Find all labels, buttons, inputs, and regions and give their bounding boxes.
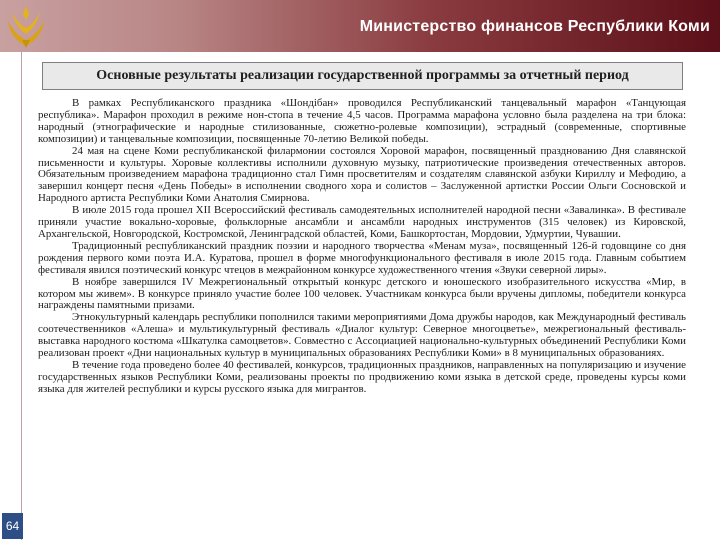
paragraph: 24 мая на сцене Коми республиканской филармонии состоялся Хоровой марафон, посвященный празднованию Дня славянской письменности и культуры. Хоровые коллективы исполнили духовную музыку, патриотические произведения отечественных авторов. Обязательным произведением марафона традиционно стал Гимн просветителям и создателям славянской азбуки Кириллу и Мефодию, а завершил концерт песня «День Победы» в исполнении сводного хора и солистов – Заслуженной артистки России Ольги Сосновской и Народного артиста Республики Коми Анатолия Смирнова. bbox=[38, 144, 686, 205]
komi-emblem-icon bbox=[4, 2, 48, 50]
paragraph: В рамках Республиканского праздника «Шондiбан» проводился Республиканский танцевальный марафон «Танцующая республика». Марафон проходил в режиме нон-стопа в течение 4,5 часов. Программа марафона условно была разделена на три блока: народный (этнографические и народные стилизованные, сюжетно-ролевые композиции), эстрадный (современные, спортивные композиции) и танцевальные композиции, посвященные 70-летию Великой победы. bbox=[38, 97, 686, 145]
paragraph: В июле 2015 года прошел XII Всероссийский фестиваль самодеятельных исполнителей народной песни «Завалинка». В фестивале приняли участие вокально-хоровые, фольклорные ансамбли и ансамбли народных инструментов (315 человек) из Кировской, Архангельской, Новгородской, Костромской, Ленинградской областей, Коми, Башкортостан, Мордовии, Удмуртии, Чувашии. bbox=[38, 204, 686, 240]
slide-title: Основные результаты реализации государственной программы за отчетный период bbox=[42, 62, 683, 90]
sidebar-divider bbox=[21, 52, 22, 540]
header-bar bbox=[0, 0, 720, 52]
paragraph: В течение года проведено более 40 фестивалей, конкурсов, традиционных праздников, направленных на популяризацию и изучение государственных языков Республики Коми, реализованы проекты по продвижению коми языка в детской среде, проведены курсы коми языка для жителей республики и курсы русского языка для мигрантов. bbox=[38, 358, 686, 395]
left-sidebar bbox=[0, 52, 22, 540]
paragraph: Этнокультурный календарь республики пополнился такими мероприятиями Дома дружбы народов, как Международный фестиваль соотечественников «Алеша» и мультикультурный фестиваль «Диалог культур: Северное многоцветье», межрегиональный фестиваль-выставка народного костюма «Шкатулка самоцветов». Совместно с Ассоциацией национально-культурных объединений Республики Коми реализован проект «Дни национальных культур в муниципальных образованиях Республики Коми» в 8 муниципальных образованиях. bbox=[38, 311, 686, 360]
body-text bbox=[38, 98, 686, 396]
header-title: Министерство финансов Республики Коми bbox=[359, 18, 710, 35]
paragraph: Традиционный республиканский праздник поэзии и народного творчества «Менам муза», посвященный 126-й годовщине со дня рождения первого коми поэта И.А. Куратова, прошел в форме многофункционального фестиваля в июле 2015 года. Главным событием фестиваля явился поэтический конкурс чтецов в межрайонном конкурсе художественного чтения «Звуки северной лиры». bbox=[38, 239, 686, 276]
page-number-badge: 64 bbox=[2, 513, 23, 539]
paragraph: В ноябре завершился IV Межрегиональный открытый конкурс детского и юношеского изобразительного искусства «Мир, в котором мы живем». В конкурсе приняло участие более 100 человек. Участникам конкурса были вручены дипломы, победители конкурса награждены памятными призами. bbox=[38, 275, 686, 312]
